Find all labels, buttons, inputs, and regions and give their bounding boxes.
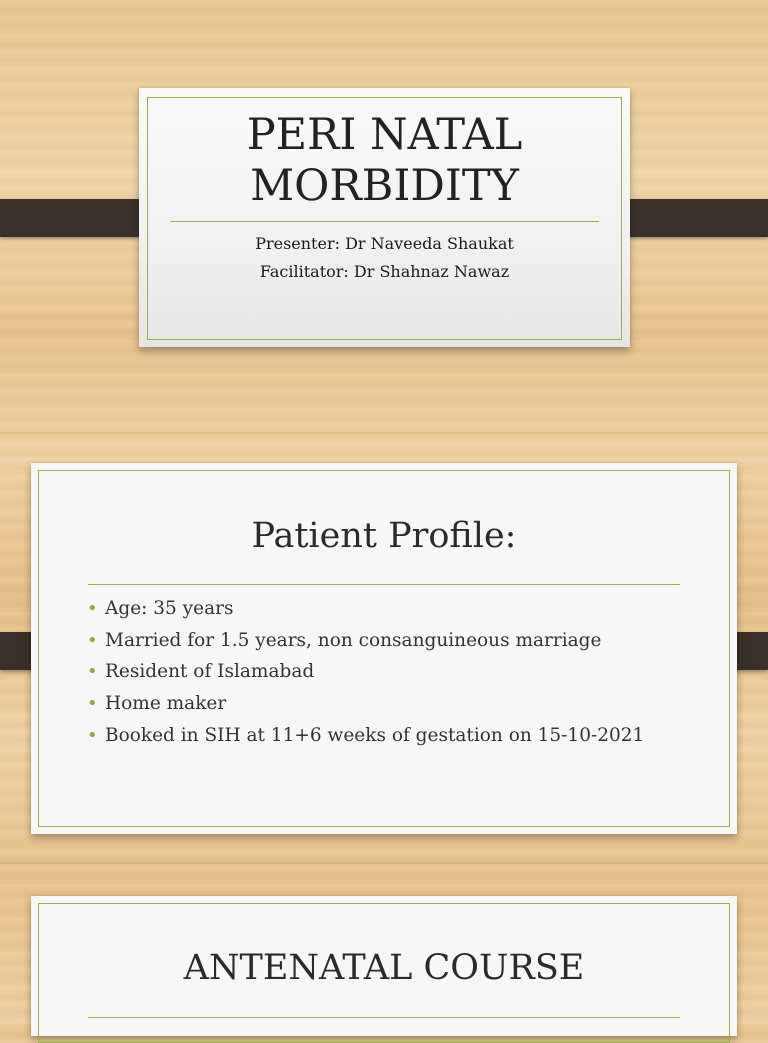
bullet-icon: • [87,724,98,746]
list-item [87,625,707,657]
presenter-text: Presenter: Dr Naveeda Shaukat [255,234,514,253]
list-item [87,688,707,720]
slide-title-line2: MORBIDITY [250,161,519,211]
title-divider [170,221,599,222]
list-item [87,720,707,752]
bullet-icon: • [87,661,98,683]
wood-band [0,432,768,434]
slide-title-line1: PERI NATAL [246,110,523,160]
facilitator-text: Facilitator: Dr Shahnaz Nawaz [259,262,510,281]
bullet-icon: • [87,629,98,651]
wood-band [0,862,768,864]
bullet-icon: • [87,693,98,715]
slide-title-card[interactable] [139,88,630,347]
strap-right-slide1 [612,199,768,237]
list-item-text: Married for 1.5 years, non consanguineous marriage [105,629,602,651]
bullet-list [87,593,707,752]
strap-left-slide1 [0,199,156,237]
list-item-text: Booked in SIH at 11+6 weeks of gestation on 15-10-2021 [105,724,645,746]
slide-heading: Patient Profile: [251,516,517,556]
heading-divider [88,1017,680,1018]
heading-divider [88,584,680,585]
list-item [87,593,707,625]
slide-antenatal-course[interactable] [31,896,737,1036]
slide-patient-profile[interactable] [31,463,737,834]
list-item-text: Age: 35 years [105,598,234,619]
bullet-icon: • [87,598,98,619]
list-item-text: Resident of Islamabad [105,661,315,683]
slide-heading: ANTENATAL COURSE [183,948,585,988]
list-item [87,656,707,688]
list-item-text: Home maker [105,693,227,715]
